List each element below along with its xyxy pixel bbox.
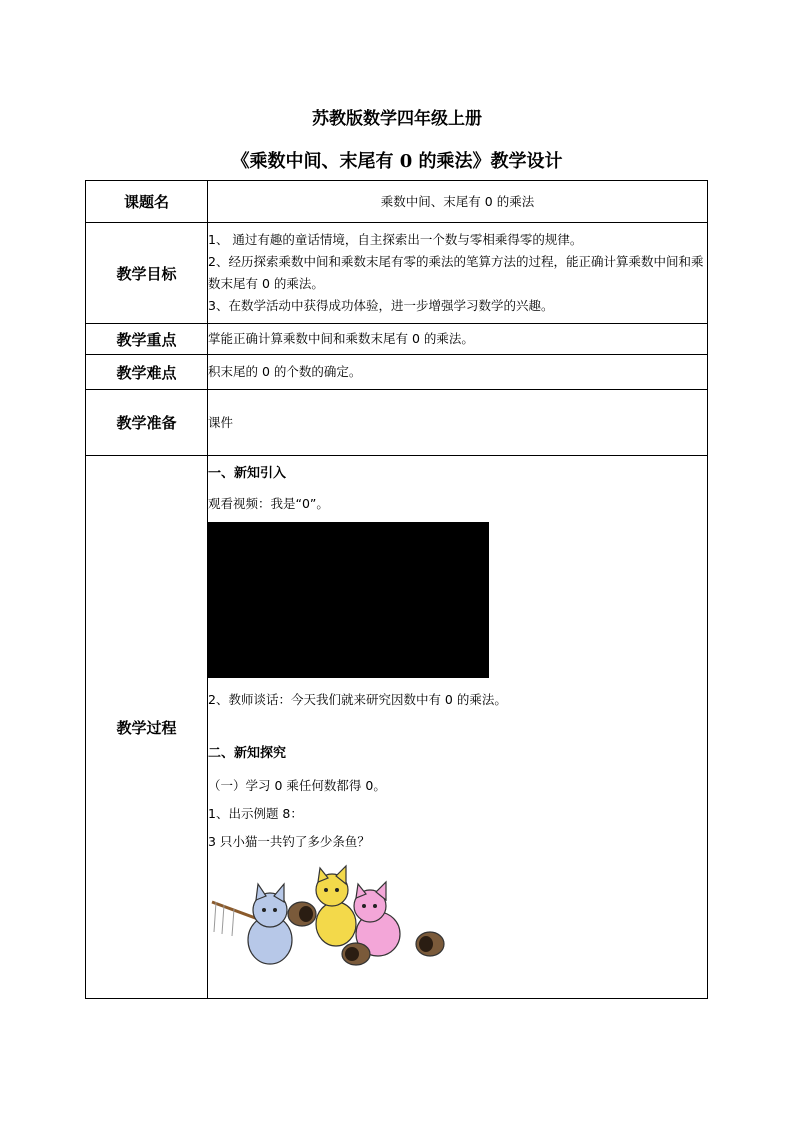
- difficulty-value: 积末尾的 0 的个数的确定。: [208, 355, 708, 390]
- goal-item: 1、 通过有趣的童话情境，自主探索出一个数与零相乘得零的规律。: [208, 232, 583, 247]
- example-text: 1、出示例题 8：: [208, 806, 303, 821]
- video-player[interactable]: [208, 522, 489, 678]
- goal-item: 3、在数学活动中获得成功体验，进一步增强学习数学的兴趣。: [208, 298, 554, 313]
- document-subtitle: 《乘数中间、末尾有 0 的乘法》教学设计: [231, 151, 563, 172]
- section1-title: 一、新知引入: [208, 466, 287, 481]
- question-text: 3 只小猫一共钓了多少条鱼？: [208, 834, 370, 849]
- row-process: [86, 456, 708, 999]
- row-preparation: [86, 390, 708, 456]
- key-point-label: 教学重点: [86, 324, 208, 355]
- preparation-label: 教学准备: [86, 390, 208, 456]
- cats-fishing-illustration: [208, 862, 448, 972]
- goals-label: 教学目标: [86, 223, 208, 324]
- section2-title: 二、新知探究: [208, 746, 287, 761]
- key-point-value: 掌能正确计算乘数中间和乘数末尾有 0 的乘法。: [208, 324, 708, 355]
- lesson-plan-table: [85, 180, 708, 999]
- goal-item: 2、经历探索乘数中间和乘数末尾有零的乘法的笔算方法的过程，能正确计算乘数中间和乘数末尾有 0 的乘法。: [208, 254, 704, 291]
- process-label: 教学过程: [86, 456, 208, 999]
- row-key-point: [86, 324, 708, 355]
- watch-video-text: 观看视频：我是“0”。: [208, 496, 329, 511]
- teacher-talk-text: 2、教师谈话：今天我们就来研究因数中有 0 的乘法。: [208, 692, 507, 707]
- row-difficulty: [86, 355, 708, 390]
- document-title: 苏教版数学四年级上册: [312, 109, 482, 129]
- row-goals: [86, 223, 708, 324]
- goals-value: [208, 223, 708, 324]
- row-topic: [86, 181, 708, 223]
- difficulty-label: 教学难点: [86, 355, 208, 390]
- process-value: [208, 456, 708, 999]
- subsection1-text: （一）学习 0 乘任何数都得 0。: [208, 778, 386, 793]
- preparation-value: 课件: [208, 390, 708, 456]
- topic-value: 乘数中间、末尾有 0 的乘法: [208, 181, 708, 223]
- topic-label: 课题名: [86, 181, 208, 223]
